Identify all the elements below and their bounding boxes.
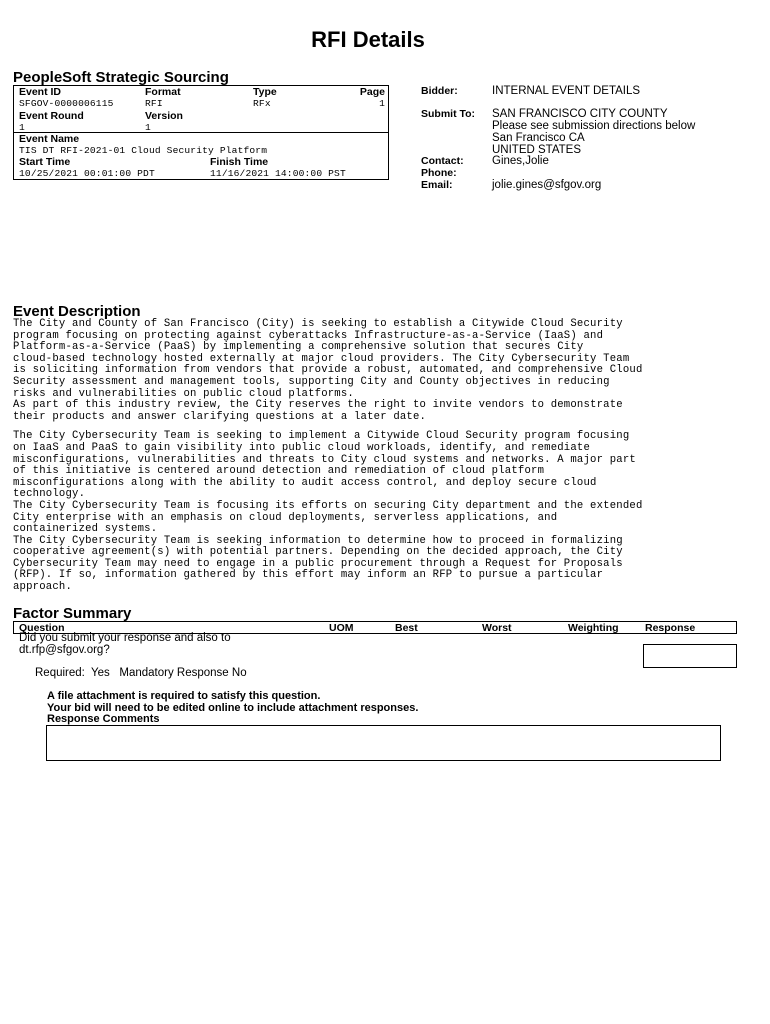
contact-value: Gines,Jolie [492, 155, 549, 167]
description-line: containerized systems. [13, 523, 158, 536]
column-weighting: Weighting [568, 622, 619, 634]
column-question: Question [19, 622, 65, 634]
event-id-value: SFGOV-0000006115 [19, 98, 114, 109]
response-input[interactable] [643, 644, 737, 668]
version-value: 1 [145, 122, 151, 133]
description-line: program focusing on protecting against cyberattacks Infrastructure-as-a-Service (IaaS) and [13, 329, 604, 342]
description-line: misconfigurations, vulnerabilities and threats to City cloud systems and networks. A major part [13, 453, 636, 466]
description-line: The City Cybersecurity Team is seeking to implement a Citywide Cloud Security program focusing [13, 430, 630, 443]
phone-label: Phone: [421, 167, 457, 179]
event-id-label: Event ID [19, 86, 62, 98]
finish-time-value: 11/16/2021 14:00:00 PST [210, 168, 346, 179]
description-line: technology. [13, 488, 86, 501]
factor-summary-title: Factor Summary [13, 605, 132, 622]
description-line: Security assessment and management tools, supporting City and County objectives in reducing [13, 375, 610, 388]
finish-time-label: Finish Time [210, 156, 269, 168]
question-text: Did you submit your response and also to [19, 632, 231, 644]
event-round-value: 1 [19, 122, 25, 133]
bidder-label: Bidder: [421, 85, 458, 97]
event-description-body [13, 319, 643, 594]
description-line: approach. [13, 581, 73, 594]
description-line: As part of this industry review, the City reserves the right to invite vendors to demonstrate [13, 399, 623, 412]
submit-to-line: San Francisco CA [492, 132, 585, 144]
description-line: (RFP). If so, information gathered by this effort may inform an RFP to pursue a particular [13, 569, 604, 582]
description-line: of this initiative is centered around detection and remediation of cloud platform [13, 465, 545, 478]
submit-to-line: UNITED STATES [492, 144, 582, 156]
description-line: risks and vulnerabilities on public cloud platforms. [13, 387, 354, 400]
description-line: The City Cybersecurity Team is focusing its efforts on securing City department and the extended [13, 499, 643, 512]
description-line: is soliciting information from vendors that provide a robust, automated, and comprehensive Cloud [13, 364, 643, 377]
response-comments-label: Response Comments [47, 713, 160, 725]
strategic-sourcing-title: PeopleSoft Strategic Sourcing [13, 69, 229, 86]
attachment-note: A file attachment is required to satisfy this question. [47, 690, 321, 702]
column-uom: UOM [329, 622, 354, 634]
description-line: cooperative agreement(s) with potential partners. Depending on the decided approach, the City [13, 546, 623, 559]
description-line: Cybersecurity Team may need to engage in a public procurement through a Request for Proposals [13, 557, 623, 570]
contact-label: Contact: [421, 155, 464, 167]
event-name-label: Event Name [19, 133, 80, 145]
required-line: Required: Yes Mandatory Response No [35, 667, 247, 679]
description-line: misconfigurations along with the ability to audit access control, and deploy secure cloud [13, 476, 597, 489]
event-round-label: Event Round [19, 110, 84, 122]
page-label: Page [359, 86, 385, 98]
format-value: RFI [145, 98, 163, 109]
bidder-value: INTERNAL EVENT DETAILS [492, 85, 641, 97]
attachment-note: Your bid will need to be edited online to include attachment responses. [47, 702, 419, 714]
description-line: on IaaS and PaaS to gain visibility into public cloud workloads, identify, and remediate [13, 441, 591, 454]
type-value: RFx [253, 98, 271, 109]
page-number: 1 [379, 98, 385, 109]
description-line: Platform-as-a-Service (PaaS) by implementing a comprehensive solution that secures City [13, 341, 584, 354]
description-paragraph [13, 319, 643, 423]
start-time-label: Start Time [19, 156, 71, 168]
column-response: Response [645, 622, 696, 634]
submit-to-line: Please see submission directions below [492, 120, 696, 132]
submit-to-label: Submit To: [421, 108, 476, 120]
email-label: Email: [421, 179, 453, 191]
description-line: The City Cybersecurity Team is seeking information to determine how to proceed in formalizing [13, 534, 623, 547]
type-label: Type [253, 86, 277, 98]
submit-to-line: SAN FRANCISCO CITY COUNTY [492, 108, 668, 120]
start-time-value: 10/25/2021 00:01:00 PDT [19, 168, 155, 179]
email-value: jolie.gines@sfgov.org [492, 179, 602, 191]
description-line: City enterprise with an emphasis on cloud deployments, serverless applications, and [13, 511, 558, 524]
version-label: Version [145, 110, 183, 122]
description-line: The City and County of San Francisco (City) is seeking to establish a Citywide Cloud Security [13, 318, 623, 330]
format-label: Format [145, 86, 181, 98]
description-paragraph [13, 431, 643, 593]
event-name-value: TIS DT RFI-2021-01 Cloud Security Platform [19, 145, 268, 156]
response-comments-box[interactable] [46, 725, 721, 761]
column-worst: Worst [482, 622, 512, 634]
description-line: cloud-based technology hosted externally at major cloud providers. The City Cybersecurity Team [13, 352, 630, 365]
question-text: dt.rfp@sfgov.org? [19, 644, 110, 656]
column-best: Best [395, 622, 418, 634]
page-title: RFI Details [311, 27, 425, 52]
description-line: their products and answer clarifying questions at a later date. [13, 410, 427, 423]
event-description-title: Event Description [13, 303, 141, 320]
